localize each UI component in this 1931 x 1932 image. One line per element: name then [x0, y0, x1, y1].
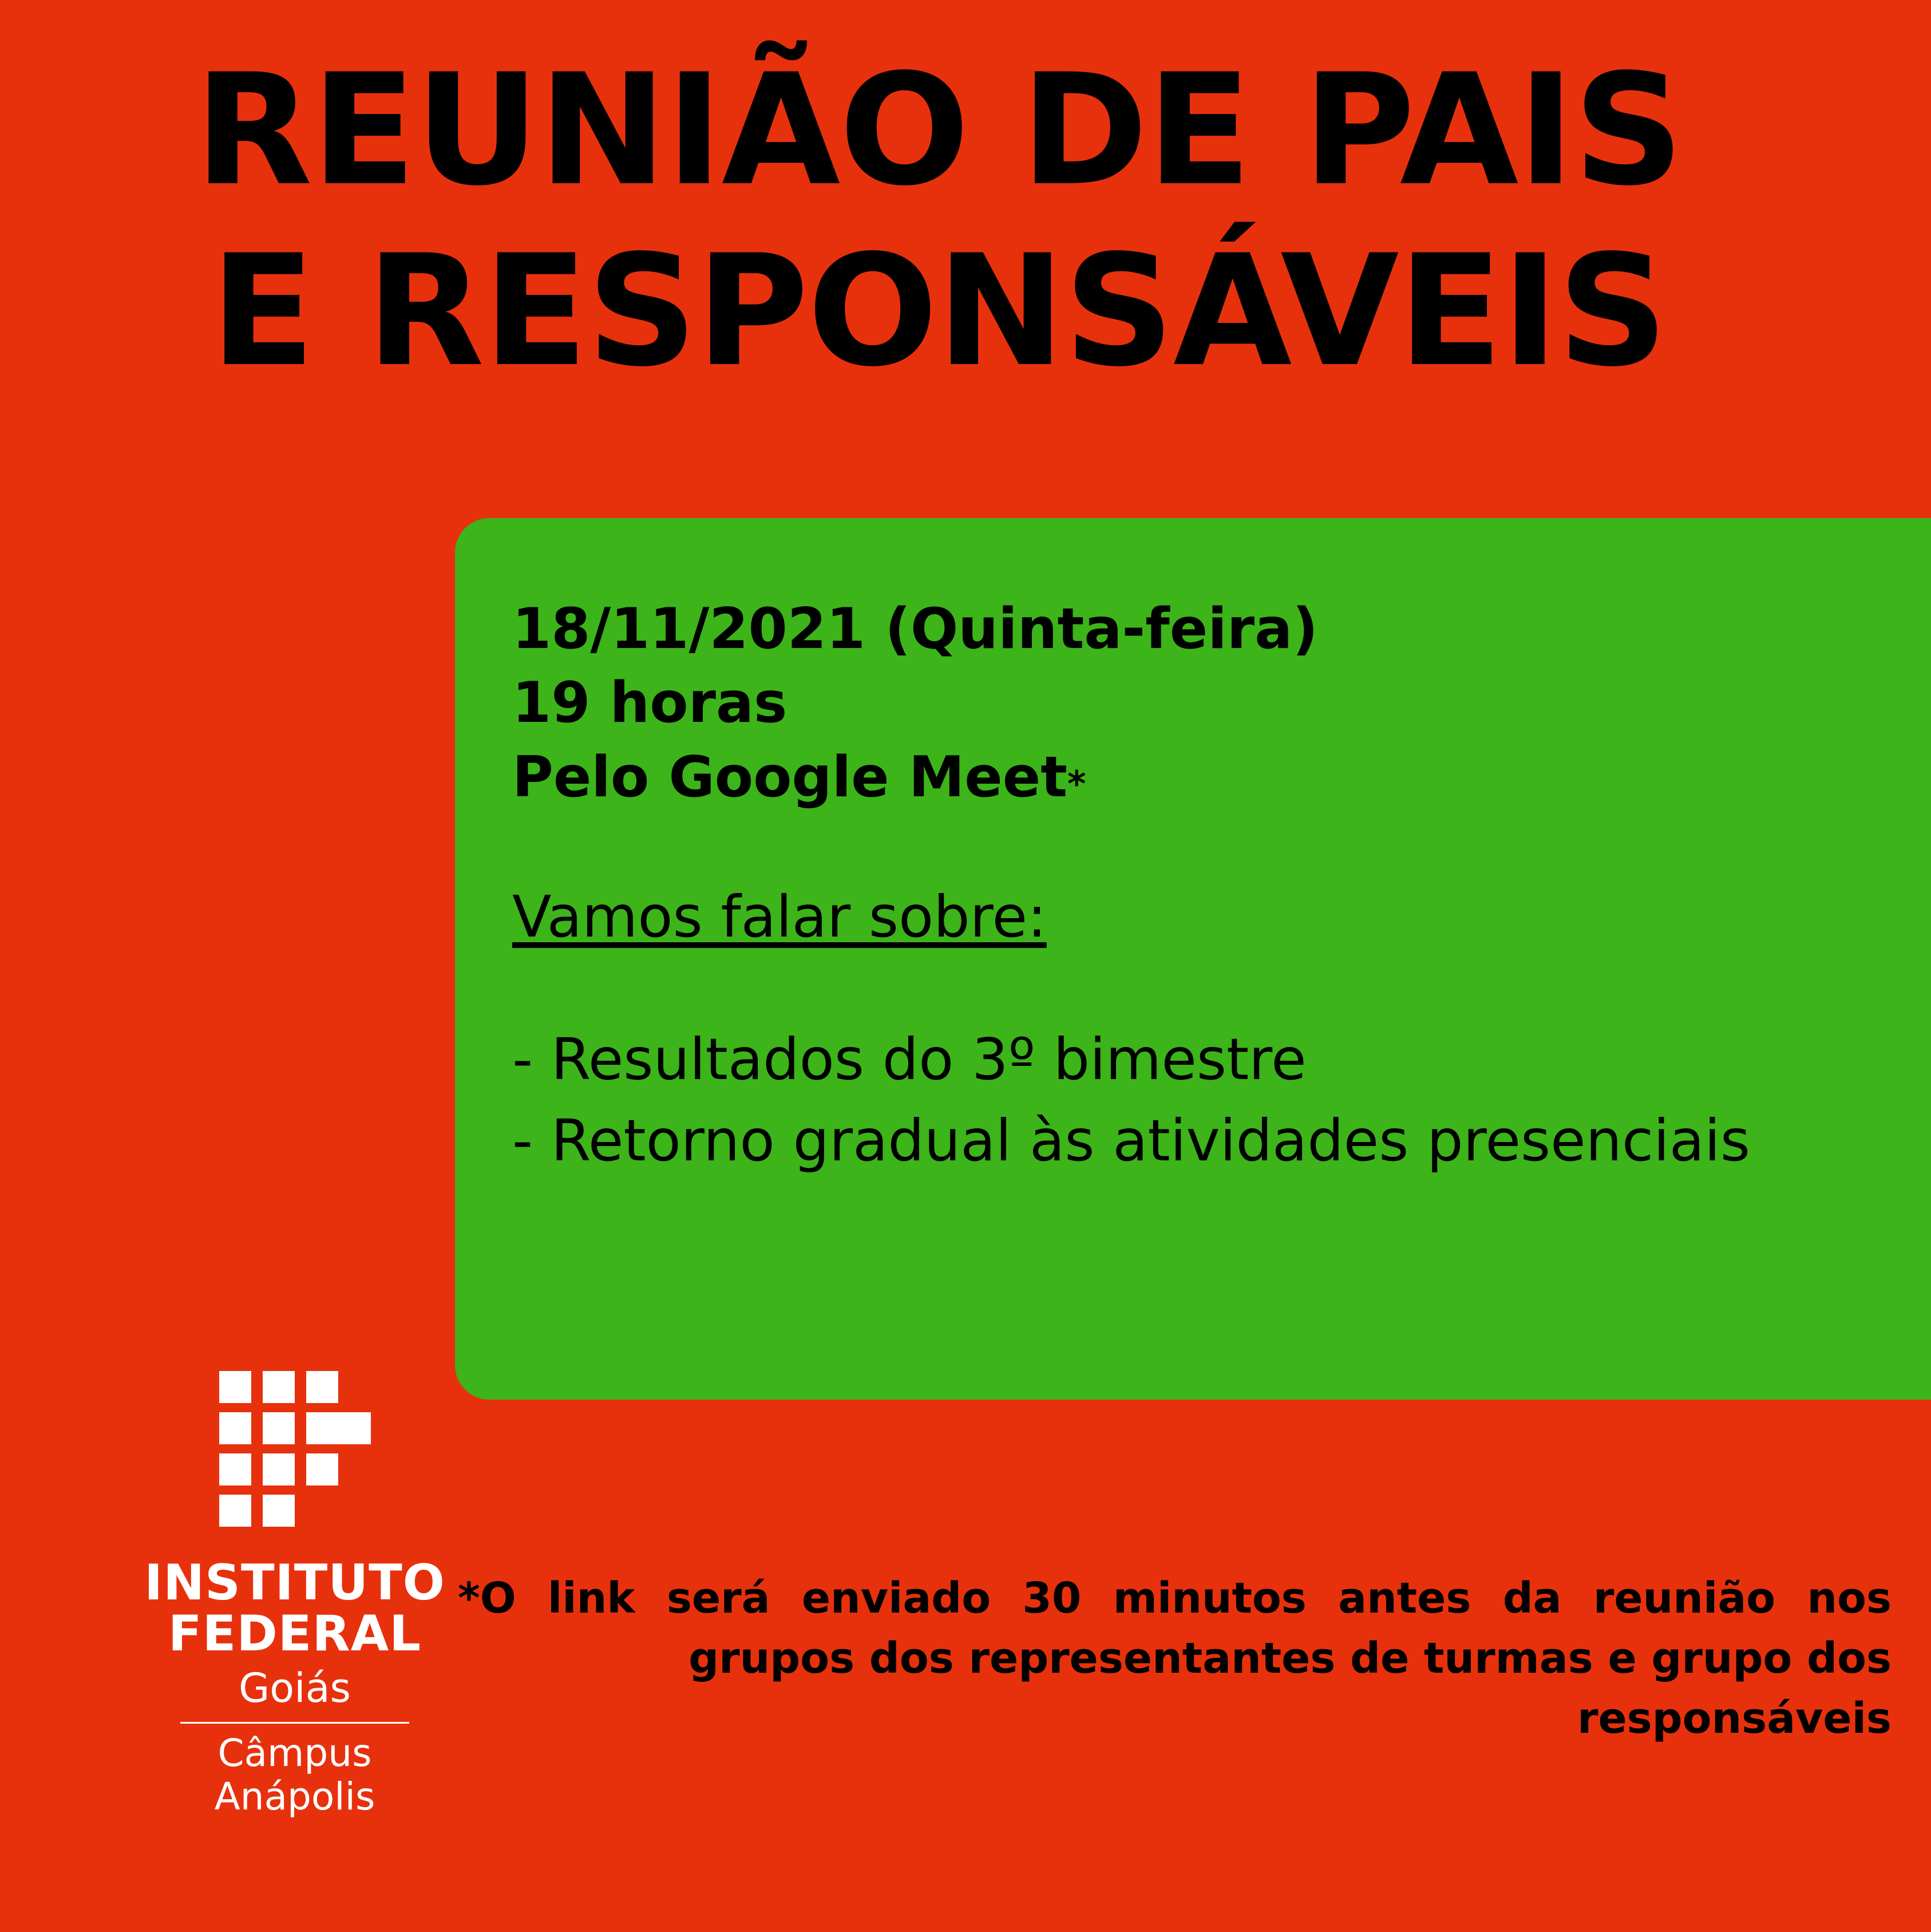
list-item: - Retorno gradual às atividades presenciais	[512, 1107, 1750, 1175]
page-title	[0, 40, 1877, 402]
logo-divider	[180, 1722, 409, 1724]
logo-campus-line-2: Anápolis	[214, 1775, 375, 1819]
meeting-time: 19 horas	[512, 670, 788, 736]
logo-campus	[134, 1732, 455, 1819]
footnote-marker: *	[1067, 762, 1086, 805]
details-panel	[455, 518, 1931, 1400]
institution-logo	[134, 1371, 455, 1819]
logo-name	[134, 1554, 455, 1662]
logo-name-line-2: FEDERAL	[168, 1605, 422, 1662]
topics-list	[512, 1019, 1931, 1182]
topics-heading: Vamos falar sobre:	[512, 883, 1047, 951]
logo-name-line-1: INSTITUTO	[144, 1554, 445, 1611]
meeting-date: 18/11/2021 (Quinta-feira)	[512, 596, 1319, 662]
title-line-1: REUNIÃO DE PAIS	[194, 41, 1683, 220]
logo-campus-line-1: Câmpus	[217, 1731, 372, 1776]
list-item: - Resultados do 3º bimestre	[512, 1026, 1307, 1093]
logo-state: Goiás	[239, 1665, 351, 1712]
footnote-line-2: grupos dos representantes de turmas e grupo dos responsáveis	[688, 1634, 1892, 1744]
footnote	[458, 1568, 1892, 1749]
meeting-platform-label: Pelo Google Meet	[512, 744, 1068, 810]
footnote-line-1: *O link será enviado 30 minutos antes da reunião nos	[458, 1574, 1892, 1623]
title-line-2: E RESPONSÁVEIS	[210, 222, 1667, 401]
if-logo-icon	[219, 1371, 371, 1543]
meeting-platform	[512, 741, 1931, 815]
